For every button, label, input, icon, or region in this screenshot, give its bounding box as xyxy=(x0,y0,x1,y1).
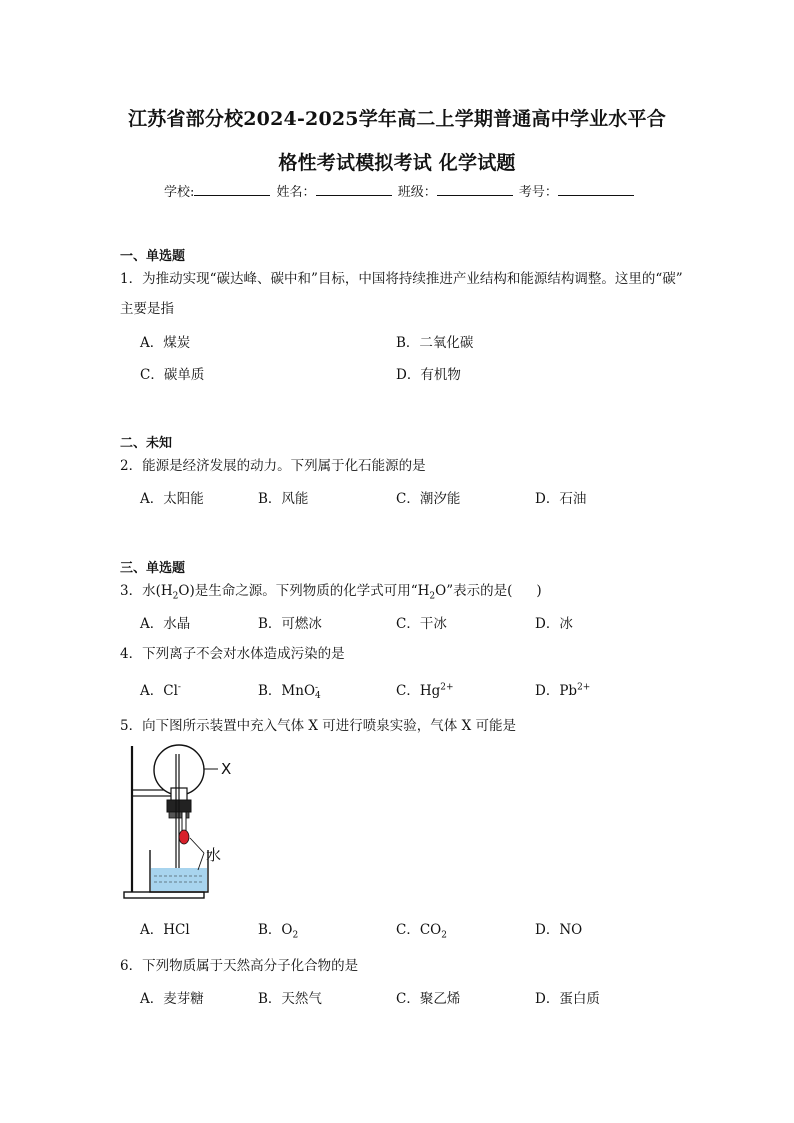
subscript: 2 xyxy=(292,930,299,941)
option[interactable]: C．干冰 xyxy=(396,616,447,632)
question-4-options xyxy=(140,679,740,699)
option[interactable]: C．碳单质 xyxy=(140,367,205,383)
option-label: B．MnO xyxy=(258,683,316,699)
class-label: 班级： xyxy=(397,185,437,200)
exam-title-line1: 江苏省部分校2024-2025学年高二上学期普通高中学业水平合 xyxy=(128,108,666,130)
option-label: B．O xyxy=(258,922,293,938)
superscript: 2+ xyxy=(440,682,454,693)
question-1-stem-line2: 主要是指 xyxy=(120,301,174,317)
stand-base xyxy=(124,892,204,898)
option-label: A．Cl xyxy=(140,683,178,699)
water-pointer-line xyxy=(190,838,204,853)
option-label: D．Pb xyxy=(535,683,578,699)
option[interactable]: A．水晶 xyxy=(140,616,191,632)
option[interactable]: D．石油 xyxy=(535,491,587,507)
subscript: 2 xyxy=(429,591,436,602)
section-heading: 一、单选题 xyxy=(120,249,186,264)
school-label: 学校: xyxy=(164,185,195,200)
subscript: 2 xyxy=(172,591,179,602)
question-1-options-row2 xyxy=(140,363,740,383)
option[interactable]: A．HCl xyxy=(140,922,190,938)
option[interactable]: D．冰 xyxy=(535,616,573,632)
question-2-stem: 2．能源是经济发展的动力。下列属于化石能源的是 xyxy=(120,458,426,474)
name-blank[interactable] xyxy=(316,183,392,196)
question-5-stem: 5．向下图所示装置中充入气体 X 可进行喷泉实验，气体 X 可能是 xyxy=(120,718,516,734)
dropper-bulb xyxy=(179,830,189,844)
option-label: C．Hg xyxy=(396,683,441,699)
option-label: C．CO xyxy=(396,922,442,938)
student-info-row xyxy=(164,181,636,200)
fountain-experiment-diagram xyxy=(118,742,248,908)
question-4-stem: 4．下列离子不会对水体造成污染的是 xyxy=(120,646,345,662)
class-blank[interactable] xyxy=(437,183,513,196)
section-heading: 二、未知 xyxy=(120,436,173,451)
question-5-options xyxy=(140,918,740,941)
option[interactable] xyxy=(140,679,181,699)
question-2-options xyxy=(140,487,740,507)
exam-number-label: 考号： xyxy=(518,185,558,200)
exam-title-line2: 格性考试模拟考试 化学试题 xyxy=(278,152,516,174)
name-label: 姓名： xyxy=(276,185,316,200)
superscript: - xyxy=(177,682,181,693)
school-blank[interactable] xyxy=(194,183,270,196)
option[interactable]: B．风能 xyxy=(258,491,309,507)
stem-text: O)是生命之源。下列物质的化学式可用“H xyxy=(178,583,430,599)
question-6-stem: 6．下列物质属于天然高分子化合物的是 xyxy=(120,958,359,974)
water-pointer-line xyxy=(198,853,204,870)
question-1-options xyxy=(140,331,740,351)
question-1-stem-line1: 1．为推动实现“碳达峰、碳中和”目标，中国将持续推进产业结构和能源结构调整。这里的“碳” xyxy=(120,271,683,287)
gas-x-label: X xyxy=(221,760,232,778)
superscript: - xyxy=(315,682,319,693)
beaker-water xyxy=(151,868,207,891)
subscript: 2 xyxy=(441,930,447,941)
option[interactable]: D．有机物 xyxy=(396,367,461,383)
exam-number-blank[interactable] xyxy=(558,183,634,196)
option[interactable]: D．蛋白质 xyxy=(535,991,600,1007)
option[interactable] xyxy=(535,679,590,699)
question-3-stem xyxy=(120,581,700,607)
stem-text: ) xyxy=(536,583,542,599)
section-heading: 三、单选题 xyxy=(120,561,186,576)
option[interactable]: C．潮汐能 xyxy=(396,491,461,507)
option[interactable] xyxy=(396,679,454,699)
option[interactable]: A．煤炭 xyxy=(140,335,191,351)
stem-text: O”表示的是( xyxy=(435,583,513,599)
option[interactable]: A．麦芽糖 xyxy=(140,991,204,1007)
option[interactable]: B．天然气 xyxy=(258,991,322,1007)
stem-text: 3．水(H xyxy=(120,583,173,599)
water-label: 水 xyxy=(206,846,222,864)
option[interactable]: D．NO xyxy=(535,922,583,938)
option[interactable]: A．太阳能 xyxy=(140,491,204,507)
option[interactable] xyxy=(396,918,447,941)
question-3-options xyxy=(140,612,740,632)
superscript: 2+ xyxy=(577,682,591,693)
option[interactable]: B．二氧化碳 xyxy=(396,335,474,351)
option[interactable] xyxy=(258,679,321,700)
question-6-options xyxy=(140,987,740,1007)
option[interactable] xyxy=(258,918,298,941)
subscript: 4 xyxy=(315,690,321,701)
option[interactable]: C．聚乙烯 xyxy=(396,991,461,1007)
option[interactable]: B．可燃冰 xyxy=(258,616,322,632)
